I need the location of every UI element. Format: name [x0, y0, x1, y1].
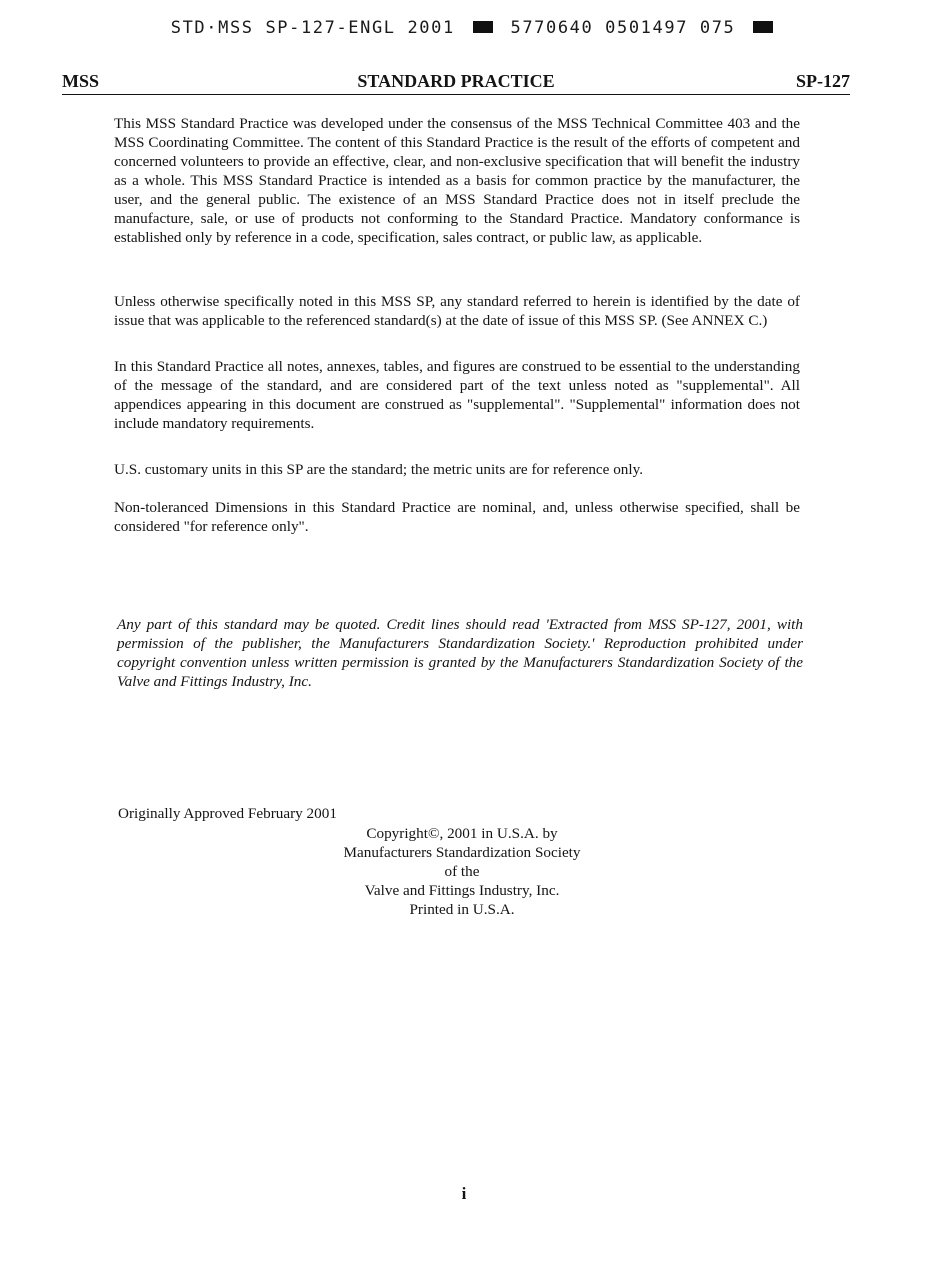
copyright-line: of the — [444, 863, 480, 880]
document-id-right: 5770640 0501497 075 — [510, 18, 736, 38]
copyright-line: Manufacturers Standardization Society — [343, 844, 581, 861]
header-doc-number: SP-127 — [796, 71, 850, 91]
copyright-block — [262, 824, 662, 919]
running-header — [62, 71, 850, 95]
copyright-line: Printed in U.S.A. — [409, 901, 515, 918]
header-org: MSS — [62, 71, 100, 91]
document-id-left: STD·MSS SP-127-ENGL 2001 — [170, 18, 455, 38]
redaction-block-icon — [473, 21, 493, 33]
paragraph-referenced-standards: Unless otherwise specifically noted in this MSS SP, any standard referred to herein is identified by the date of issue that was applicable to the referenced standard(s) at the date of issue of this MSS SP. (See ANNEX C.) — [114, 293, 800, 329]
paragraph-tolerances: Non-toleranced Dimensions in this Standard Practice are nominal, and, unless otherwise specified, shall be considered "for reference only". — [114, 499, 800, 535]
document-id-stamp — [0, 18, 950, 38]
header-title: STANDARD PRACTICE — [357, 71, 555, 91]
approval-date: Originally Approved February 2001 — [118, 805, 337, 822]
paragraph-quotation-permission: Any part of this standard may be quoted. Credit lines should read 'Extracted from MSS SP-127, 2001, with permission of the publisher, the Manufacturers Standardization Society.' Reproduction prohibited under copyright convention unless written permission is granted by the Manufacturers Standardization Society of the Valve and Fittings Industry, Inc. — [117, 616, 803, 690]
redaction-block-icon — [753, 21, 773, 33]
paragraph-supplemental: In this Standard Practice all notes, annexes, tables, and figures are construed to be essential to the understanding of the message of the standard, and are considered part of the text unless noted as "supplemental". All appendices appearing in this document are construed as "supplemental". "Supplemental" information does not include mandatory requirements. — [114, 358, 800, 432]
paragraph-units: U.S. customary units in this SP are the standard; the metric units are for reference only. — [114, 461, 644, 478]
copyright-line: Copyright©, 2001 in U.S.A. by — [366, 825, 558, 842]
copyright-line: Valve and Fittings Industry, Inc. — [364, 882, 560, 899]
page-number: i — [461, 1184, 467, 1203]
paragraph-consensus: This MSS Standard Practice was developed under the consensus of the MSS Technical Committee 403 and the MSS Coordinating Committee. The content of this Standard Practice is the result of the efforts of competent and concerned volunteers to provide an effective, clear, and non-exclusive specification that will benefit the industry as a whole. This MSS Standard Practice is intended as a basis for common practice by the manufacturer, the user, and the general public. The existence of an MSS Standard Practice does not in itself preclude the manufacture, sale, or use of products not conforming to the Standard Practice. Mandatory conformance is established only by reference in a code, specification, sales contract, or public law, as applicable. — [114, 115, 800, 246]
